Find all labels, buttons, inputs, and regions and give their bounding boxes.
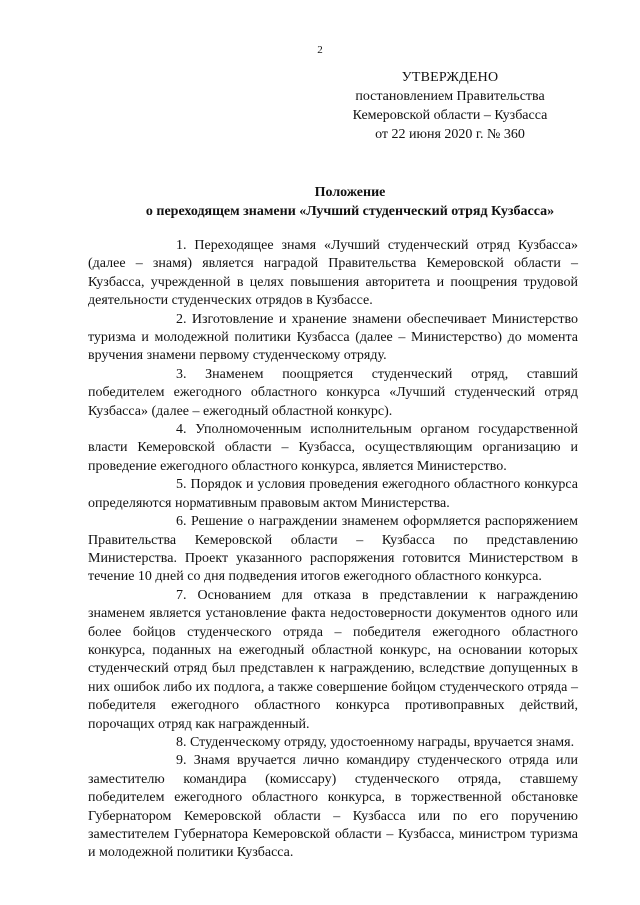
paragraph-6 xyxy=(88,513,578,587)
paragraph-text: Уполномоченным исполнительным органом государственной власти Кемеровской области – Кузбасса, осуществляющим организацию и проведение ежегодного областного конкурса, является Министерство. xyxy=(88,422,579,474)
paragraph-3 xyxy=(88,366,578,421)
approval-stamp xyxy=(340,68,560,144)
paragraph-number: 4. xyxy=(176,422,187,438)
paragraph-text: Изготовление и хранение знамени обеспечивает Министерство туризма и молодежной политики Кузбасса (далее – Министерство) до момента вручения знамени первому студенческому отряду. xyxy=(88,311,579,364)
paragraph-8 xyxy=(88,734,578,752)
paragraph-text: Основанием для отказа в представлении к награждению знаменем является установление факта недостоверности документов одного или более бойцов студенческого отряда – победителя ежегодного областного конкурса, поданных на ежегодный областной конкурс, на основании которых студенческий отряд был представлен к награждению, вследствие допущенных в них ошибок либо их подлога, а также совершение бойцом студенческого отряда – победителя ежегодного областного конкурса противоправных действий, порочащих отряд как награжденный. xyxy=(88,587,578,732)
paragraph-number: 1. xyxy=(176,238,187,253)
paragraph-number: 6. xyxy=(176,514,187,530)
paragraph-7 xyxy=(88,587,578,734)
document-title-block xyxy=(80,183,620,221)
approval-line-3: от 22 июня 2020 г. № 360 xyxy=(375,127,525,142)
paragraph-2 xyxy=(88,311,578,366)
document-body xyxy=(88,237,578,863)
approval-line-2: Кемеровской области – Кузбасса xyxy=(352,108,548,123)
approval-line-1: постановлением Правительства xyxy=(355,89,545,104)
approval-title: УТВЕРЖДЕНО xyxy=(401,70,499,85)
paragraph-number: 7. xyxy=(176,587,187,603)
paragraph-number: 5. xyxy=(176,477,187,493)
document-heading: Положение xyxy=(314,185,386,200)
paragraph-4 xyxy=(88,421,578,476)
paragraph-9 xyxy=(88,752,578,862)
paragraph-1 xyxy=(88,237,578,311)
paragraph-number: 3. xyxy=(176,366,187,382)
paragraph-number: 2. xyxy=(176,311,187,327)
paragraph-5 xyxy=(88,476,578,513)
paragraph-text: Переходящее знамя «Лучший студенческий отряд Кузбасса» (далее – знамя) является наградой Правительства Кемеровской области – Кузбасса, учрежденной в целях повышения авторитета и поощрения трудовой деятельности студенческих отрядов в Кузбассе. xyxy=(88,238,578,309)
page-number: 2 xyxy=(317,44,323,56)
paragraph-number: 8. xyxy=(176,734,187,750)
document-subheading: о переходящем знамени «Лучший студенческий отряд Кузбасса» xyxy=(145,204,555,219)
paragraph-text: Порядок и условия проведения ежегодного областного конкурса определяются нормативным правовым актом Министерства. xyxy=(88,477,578,511)
paragraph-text: Знаменем поощряется студенческий отряд, ставший победителем ежегодного областного конкурса «Лучший студенческий отряд Кузбасса» (далее – ежегодный областной конкурс). xyxy=(88,366,579,419)
paragraph-text: Решение о награждении знаменем оформляется распоряжением Правительства Кемеровской области – Кузбасса по представлению Министерства. Проект указанного распоряжения готовится Министерством в течение 10 дней со дня подведения итогов ежегодного областного конкурса. xyxy=(88,514,579,585)
paragraph-number: 9. xyxy=(176,753,187,769)
paragraph-text: Знамя вручается лично командиру студенческого отряда или заместителю командира (комиссару) студенческого отряда, ставшему победителем ежегодного областного конкурса, в торжественной обстановке Губернатором Кемеровской области – Кузбасса или по его поручению заместителем Губернатора Кемеровской области – Кузбасса, министром туризма и молодежной политики Кузбасса. xyxy=(88,753,579,861)
paragraph-text: Студенческому отряду, удостоенному награды, вручается знамя. xyxy=(190,734,575,750)
